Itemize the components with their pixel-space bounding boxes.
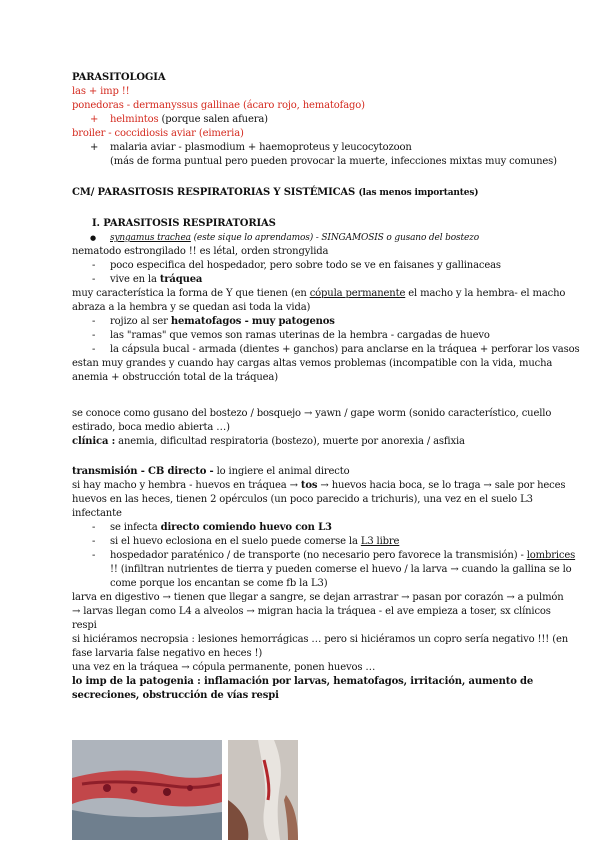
bullet-dash: - [92,316,96,327]
infecta-text: se infecta [110,522,161,533]
line-malaria: malaria aviar - plasmodium + haemoproteus y leucocytozoon [110,142,412,153]
bullet-dot: ● [90,234,97,242]
bullet-dash: - [92,522,96,533]
line-ponedoras: ponedoras - dermanyssus gallinae (ácaro rojo, hematofago) [72,100,365,111]
syngamus-name: syngamus trachea [110,233,191,243]
hospedador-text: hospedador paraténico / de transporte (no necesario pero favorece la transmisión) - [110,550,527,561]
sub-heading: I. PARASITOSIS RESPIRATORIAS [92,218,276,229]
bullet-dash: - [92,330,96,341]
hospedador-underline: lombrices [526,550,576,561]
trachea-photo-1 [72,740,222,840]
muy-underline: cópula permanente [309,288,406,299]
si-text-2: → huevos hacia boca, se lo traga → sale por heces [317,480,566,491]
line-capsula-3: anemia + obstrucción total de la tráquea) [72,372,278,383]
line-hospedador [110,550,575,563]
line-muy [72,288,565,301]
line-syngamus [110,232,479,245]
line-larva-3: respi [72,620,97,631]
bullet-dash: - [92,274,96,285]
si-bold: tos [300,480,318,491]
line-nematodo: nematodo estrongilado !! es létal, orden strongylida [72,246,329,257]
line-capsula: la cápsula bucal - armada (dientes + ganchos) para anclarse en la tráquea + perforar los vasos [110,344,580,355]
section-heading-text: CM/ PARASITOSIS RESPIRATORIAS Y SISTÉMICAS [72,187,359,198]
infecta-bold: directo comiendo huevo con L3 [160,522,332,533]
trachea-photo-2-art [228,740,298,840]
line-vive [110,274,202,287]
line-necropsia: si hiciéramos necropsia : lesiones hemorrágicas … pero si hiciéramos un copro sería negativo !!! (en [72,634,569,645]
line-malaria-2: (más de forma puntual pero pueden provocar la muerte, infecciones mixtas muy comunes) [110,156,557,167]
syngamus-note: (este sique lo aprendamos) - SINGAMOSIS o gusano del bostezo [190,233,480,243]
line-conoce: se conoce como gusano del bostezo / bosquejo → yawn / gape worm (sonido característico, cuello [72,408,552,419]
line-las: las + imp !! [72,86,130,97]
line-infecta [110,522,332,535]
transmision-label: transmisión - CB directo - [72,466,214,477]
line-helmintos [110,114,268,127]
eclosiona-text: si el huevo eclosiona en el suelo puede comerse la [110,536,361,547]
line-clinica [72,436,465,449]
bullet-dash: - [92,260,96,271]
rojizo-text: rojizo al ser [110,316,171,327]
rojizo-bold: hematofagos - muy patogenos [170,316,335,327]
doc-title: PARASITOLOGIA [72,72,166,83]
helmintos-note: (porque salen afuera) [158,114,268,125]
muy-text-2: el macho y la hembra- el macho [405,288,566,299]
bullet-dash: - [92,550,96,561]
line-si-3: infectante [72,508,122,519]
line-poco: poco especifica del hospedador, pero sobre todo se ve en faisanes y gallinaceas [110,260,501,271]
clinica-label: clínica : [72,436,116,447]
muy-text: muy característica la forma de Y que tienen (en [72,288,310,299]
line-hospedador-2: !! (infiltran nutrientes de tierra y pueden comerse el huevo / la larva → cuando la gallina se lo [110,564,572,575]
line-broiler: broiler - coccidiosis aviar (eimeria) [72,128,244,139]
line-capsula-2: estan muy grandes y cuando hay cargas altas vemos problemas (incompatible con la vida, mucha [72,358,553,369]
bullet-dash: - [92,536,96,547]
line-larva-2: → larvas llegan como L4 a alveolos → migran hacia la tráquea - el ave empieza a toser, sx clínicos [72,606,551,617]
bullet-plus: + [90,114,99,125]
helmintos-text: helmintos [110,114,159,125]
clinica-text: anemia, dificultad respiratoria (bostezo), muerte por anorexia / asfixia [115,436,465,447]
vive-text: vive en la [110,274,160,285]
bullet-plus: + [90,142,99,153]
line-necropsia-2: fase larvaria false negativo en heces !) [72,648,263,659]
line-una: una vez en la tráquea → cópula permanente, ponen huevos … [72,662,376,673]
section-heading-note: (las menos importantes) [358,188,479,198]
line-hospedador-3: come porque los encantan se come fb la L3) [110,578,328,589]
line-rojizo [110,316,335,329]
line-conoce-2: estirado, boca medio abierta …) [72,422,230,433]
line-eclosiona [110,536,399,549]
line-transmision [72,466,349,479]
si-text: si hay macho y hembra - huevos en tráquea → [72,480,301,491]
line-imp: lo imp de la patogenia : inflamación por larvas, hematofagos, irritación, aumento de [72,676,534,687]
line-ramas: las "ramas" que vemos son ramas uterinas de la hembra - cargadas de huevo [110,330,490,341]
bullet-dash: - [92,344,96,355]
section-heading [72,187,478,200]
line-si [72,480,565,493]
line-muy-2: abraza a la hembra y se quedan asi toda la vida) [72,302,311,313]
line-si-2: huevos en las heces, tienen 2 opérculos (un poco parecido a trichuris), una vez en el suelo L3 [72,494,533,505]
trachea-photo-1-art [72,740,222,840]
line-larva: larva en digestivo → tienen que llegar a sangre, se dejan arrastrar → pasan por corazón → a pulmón [72,592,564,603]
trachea-photo-2 [228,740,298,840]
transmision-text: lo ingiere el animal directo [213,466,350,477]
vive-bold: tráquea [159,274,203,285]
eclosiona-underline: L3 libre [360,536,400,547]
line-imp-2: secreciones, obstrucción de vías respi [72,690,279,701]
